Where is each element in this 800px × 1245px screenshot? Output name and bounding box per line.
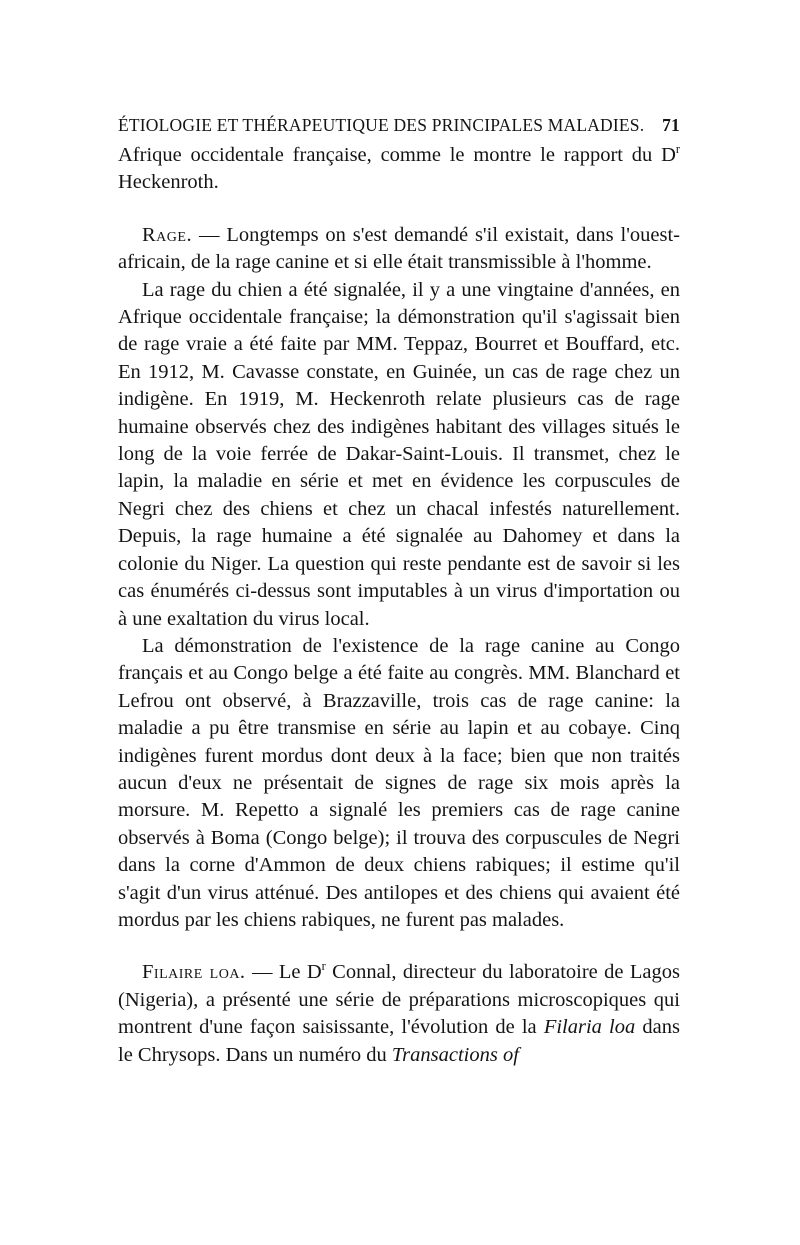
continuation-text: Afrique occidentale française, comme le montre le rapport du D (118, 144, 676, 166)
running-header (118, 110, 680, 140)
filaire-heading: Filaire loa. (142, 961, 246, 984)
continuation-paragraph (118, 142, 680, 197)
filaire-text-start: Le D (278, 961, 322, 984)
book-page (118, 110, 680, 1069)
rage-intro-paragraph (118, 222, 680, 277)
rage-intro-text: Longtemps on s'est demandé s'il existait, dans l'ouest-africain, de la rage canine et si elle était transmissible à l'homme. (118, 223, 681, 274)
doctor-superscript: r (321, 959, 326, 974)
continuation-text-end: Heckenroth. (118, 171, 219, 194)
doctor-superscript: r (675, 142, 680, 157)
page-number: 71 (662, 115, 680, 135)
rage-paragraph-3: La démonstration de l'existence de la rage canine au Congo français et au Congo belge a été faite au congrès. MM. Blanchard et Lefrou ont observé, à Brazzaville, trois cas de rage canine: la maladie a pu être transmise en série au lapin et au cobaye. Cinq indigènes furent mordus dont deux à la face; bien que non traités aucun d'eux ne présentait de signes de rage six mois après la morsure. M. Repetto a signalé les premiers cas de rage canine observés à Boma (Congo belge); il trouva des corpuscules de Negri dans la corne d'Ammon de deux chiens rabiques; il estime qu'il s'agit d'un virus atténué. Des antilopes et des chiens qui avaient été mordus par les chiens rabiques, ne furent pas malades. (118, 634, 680, 931)
rage-paragraph-2: La rage du chien a été signalée, il y a une vingtaine d'années, en Afrique occidentale française; la démonstration qu'il s'agissait bien de rage vraie a été faite par MM. Teppaz, Bourret et Bouffard, etc. En 1912, M. Cavasse constate, en Guinée, un cas de rage chez un indigène. En 1919, M. Heckenroth relate plusieurs cas de rage humaine observés chez des indigènes habitant des villages situés le long de la voie ferrée de Dakar-Saint-Louis. Il transmet, chez le lapin, la maladie en série et met en évidence les corpuscules de Negri chez des chiens et chez un chacal infestés naturellement. Depuis, la rage humaine a été signalée au Dahomey et dans la colonie du Niger. La question qui reste pendante est de savoir si les cas énumérés ci-dessus sont imputables à un virus d'importation ou à une exaltation du virus local. (118, 278, 680, 630)
filaire-dash: — (245, 961, 279, 984)
running-title: ÉTIOLOGIE ET THÉRAPEUTIQUE DES PRINCIPALES MALADIES. (118, 115, 645, 135)
journal-title: Transactions of (391, 1043, 519, 1066)
filaire-text-middle: dans le Chrysops. Dans un numéro du (118, 1016, 680, 1066)
filaria-loa-species: Filaria loa (543, 1016, 636, 1039)
rage-dash: — (192, 223, 227, 246)
filaire-text: Connal, directeur du laboratoire de Lagos (Nigeria), a présenté une série de préparations microscopiques qui montrent d'une façon saisissante, l'évolution de la (118, 961, 680, 1039)
filaire-paragraph (118, 959, 680, 1069)
rage-heading: Rage. (142, 223, 193, 246)
